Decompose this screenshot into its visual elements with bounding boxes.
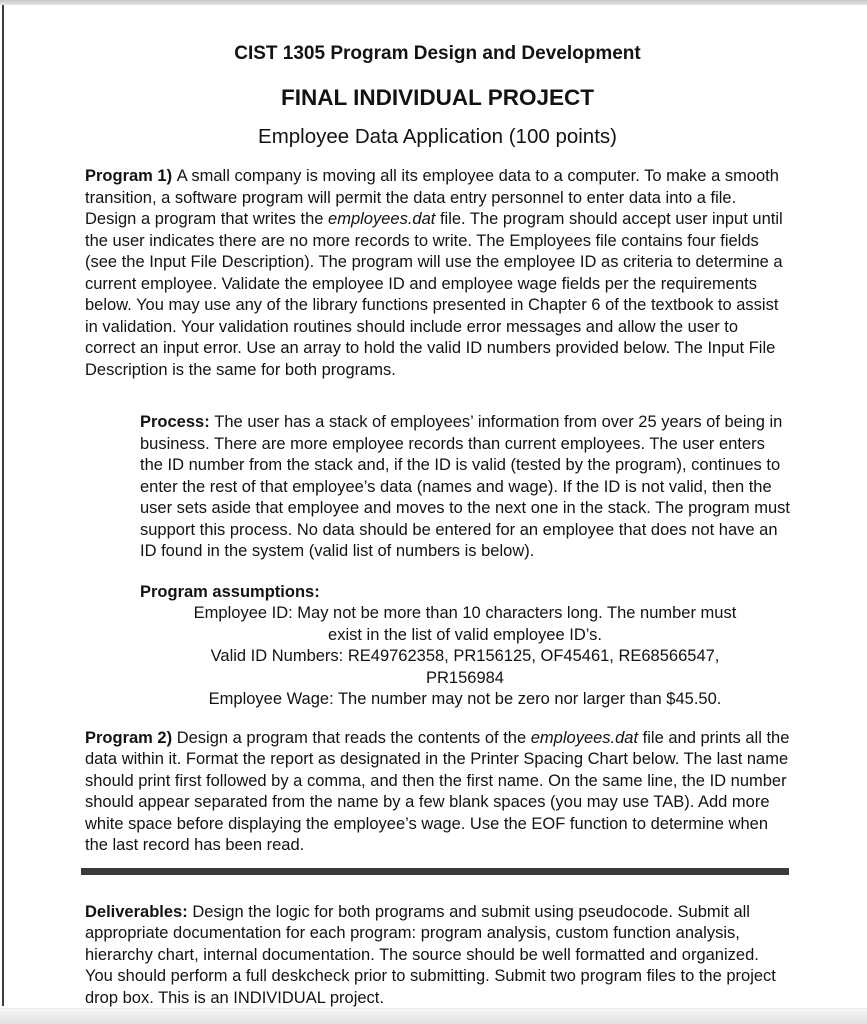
text-run: Design a program that reads the contents of the (176, 728, 531, 747)
assumptions-lines (140, 603, 790, 711)
text-run: Program 1) (85, 167, 177, 185)
deliverables-paragraph (85, 902, 790, 1010)
program2-paragraph (85, 728, 790, 857)
assumption-line: Employee ID: May not be more than 10 characters long. The number must (193, 604, 737, 622)
section-divider-bar (81, 868, 789, 875)
text-run: A small company is moving all its employee data to a computer. To make a smooth transition, a software program will permit the data entry personnel to enter data into a file. Design a program that writes the (85, 167, 779, 228)
course-title: CIST 1305 Program Design and Development (234, 43, 641, 64)
program1-paragraph (85, 166, 790, 381)
text-run: Design the logic for both programs and submit using pseudocode. Submit all appropriate documentation for each program: program analysis, custom function analysis, hierarchy chart, internal documentation. The source should be well formatted and organized. You should perform a full deskcheck prior to submitting. Submit two program files to the project drop box. This is an INDIVIDUAL project. (85, 902, 776, 1007)
assumption-line: exist in the list of valid employee ID’s. (328, 625, 602, 644)
program-assumptions-section (140, 582, 790, 711)
text-run: Program 2) (85, 728, 177, 747)
assumption-line: PR156984 (426, 668, 504, 687)
page-subtitle: Employee Data Application (100 points) (258, 125, 617, 148)
text-run: file. The program should accept user input until the user indicates there are no more records to write. The Employees file contains four fields (see the Input File Description). The program will use the employee ID as criteria to determine a current employee. Validate the employee ID and employee wage fields per the requirements below. You may use any of the library functions presented in Chapter 6 of the textbook to assist in validation. Your validation routines should include error messages and allow the user to correct an input error. Use an array to hold the valid ID numbers provided below. The Input File Description is the same for both programs. (85, 210, 783, 379)
text-run: file and prints all the data within it. Format the report as designated in the Printer Spacing Chart below. The last name should print first followed by a comma, and then the first name. On the same line, the ID number should appear separated from the name by a few blank spaces (you may use TAB). Add more white space before displaying the employee’s wage. Use the EOF function to determine when the last record has been read. (85, 728, 790, 854)
text-run: The user has a stack of employees’ information from over 25 years of being in business. There are more employee records than current employees. The user enters the ID number from the stack and, if the ID is valid (tested by the program), continues to enter the rest of that employee’s data (names and wage). If the ID is not valid, then the user sets aside that employee and moves to the next one in the stack. The program must support this process. No data should be entered for an employee that does not have an ID found in the system (valid list of numbers is below). (140, 413, 790, 560)
assumption-line: Employee Wage: The number may not be zero nor larger than $45.50. (208, 690, 722, 708)
text-run: Process: (140, 413, 215, 431)
text-run: Deliverables: (85, 902, 193, 921)
bottom-edge (0, 1008, 867, 1024)
text-run: employees.dat (530, 728, 639, 747)
assumption-line: Valid ID Numbers: RE49762358, PR156125, OF45461, RE68566547, (210, 647, 720, 665)
project-title: FINAL INDIVIDUAL PROJECT (281, 85, 594, 110)
assumptions-heading: Program assumptions: (140, 582, 320, 601)
text-run: employees.dat (328, 210, 436, 228)
process-paragraph (140, 412, 790, 563)
